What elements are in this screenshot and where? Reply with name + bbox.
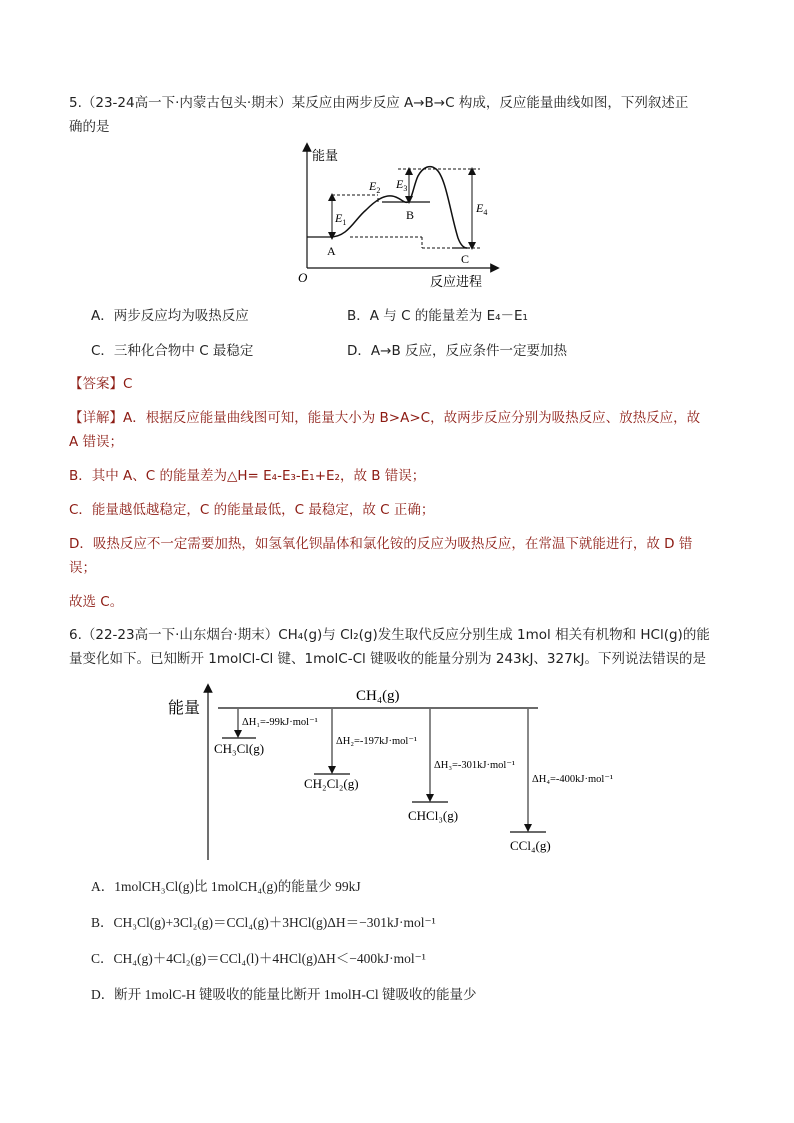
- q6-dh3: ΔH₃=-301kJ·mol⁻¹: [434, 760, 516, 771]
- q5-answer: 【答案】C: [69, 376, 133, 392]
- q6-dh1: ΔH₁=-99kJ·mol⁻¹: [242, 717, 318, 728]
- q5-detail-c: C．能量越低越稳定，C 的能量最低，C 最稳定，故 C 正确；: [69, 502, 435, 518]
- q5-detail-line1: 【详解】A．根据反应能量曲线图可知，能量大小为 B>A>C，故两步反应分别为吸热反应、放热反应，故: [69, 410, 701, 426]
- q6-energy-diagram: [160, 680, 640, 865]
- q5-option-a: A．两步反应均为吸热反应: [91, 308, 249, 324]
- q6-p1: CH₃Cl(g): [214, 741, 265, 756]
- q5-e1-label: $E_1$: [335, 211, 347, 227]
- q6-option-c: C．CH₄(g)＋4Cl₂(g)＝CCl₄(l)＋4HCl(g)ΔH＜−400kJ·mol⁻¹: [91, 951, 426, 966]
- q5-stem-line2: 确的是: [69, 119, 110, 135]
- q6-option-d: D．断开 1molC-H 键吸收的能量比断开 1molH-Cl 键吸收的能量少: [91, 987, 477, 1002]
- q5-option-b: B．A 与 C 的能量差为 E₄－E₁: [347, 308, 528, 324]
- q5-x-label: 反应进程: [430, 275, 483, 290]
- q6-dh4: ΔH₄=-400kJ·mol⁻¹: [532, 774, 614, 785]
- q5-stem-line1: 5.（23-24高一下·内蒙古包头·期末）某反应由两步反应 A→B→C 构成，反应能量曲线如图，下列叙述正: [69, 95, 689, 111]
- q6-option-b: B．CH₃Cl(g)+3Cl₂(g)＝CCl₄(g)＋3HCl(g)ΔH＝−301kJ·mol⁻¹: [91, 915, 436, 930]
- q6-p3: CHCl₃(g): [408, 808, 459, 823]
- q5-detail-d2: 误；: [69, 560, 96, 576]
- q6-y-label: 能量: [168, 698, 201, 717]
- q6-stem-line1: 6.（22-23高一下·山东烟台·期末）CH₄(g)与 Cl₂(g)发生取代反应分别生成 1mol 相关有机物和 HCl(g)的能: [69, 627, 710, 643]
- q5-option-c: C．三种化合物中 C 最稳定: [91, 343, 254, 359]
- q5-e3-label: $E_3$: [396, 177, 408, 193]
- q6-p4: CCl₄(g): [510, 838, 551, 853]
- q6-p2: CH₂Cl₂(g): [304, 776, 359, 791]
- q5-conclusion: 故选 C。: [69, 594, 124, 610]
- q5-origin: O: [298, 270, 308, 285]
- q5-point-a: A: [327, 244, 336, 258]
- q5-detail-d1: D．吸热反应不一定需要加热，如氢氧化钡晶体和氯化铵的反应为吸热反应，在常温下就能进行，故 D 错: [69, 536, 693, 552]
- q5-y-label: 能量: [312, 149, 339, 164]
- q5-e2-label: $E_2$: [369, 179, 381, 195]
- q5-option-d: D．A→B 反应，反应条件一定要加热: [347, 343, 567, 359]
- q6-option-a: A．1molCH₃Cl(g)比 1molCH₄(g)的能量少 99kJ: [91, 879, 361, 894]
- q5-point-c: C: [461, 252, 470, 266]
- q6-stem-line2: 量变化如下。已知断开 1molCl-Cl 键、1molC-Cl 键吸收的能量分别为 243kJ、327kJ。下列说法错误的是: [69, 651, 706, 667]
- q5-detail-line2: A 错误；: [69, 434, 124, 450]
- q5-point-b: B: [406, 208, 415, 222]
- q6-top-species: CH₄(g): [356, 688, 400, 704]
- q6-dh2: ΔH₂=-197kJ·mol⁻¹: [336, 736, 418, 747]
- q5-energy-diagram: [290, 142, 505, 292]
- q5-detail-b: B．其中 A、C 的能量差为△H= E₄-E₃-E₁+E₂，故 B 错误；: [69, 468, 426, 484]
- q5-e4-label: $E_4$: [476, 201, 488, 217]
